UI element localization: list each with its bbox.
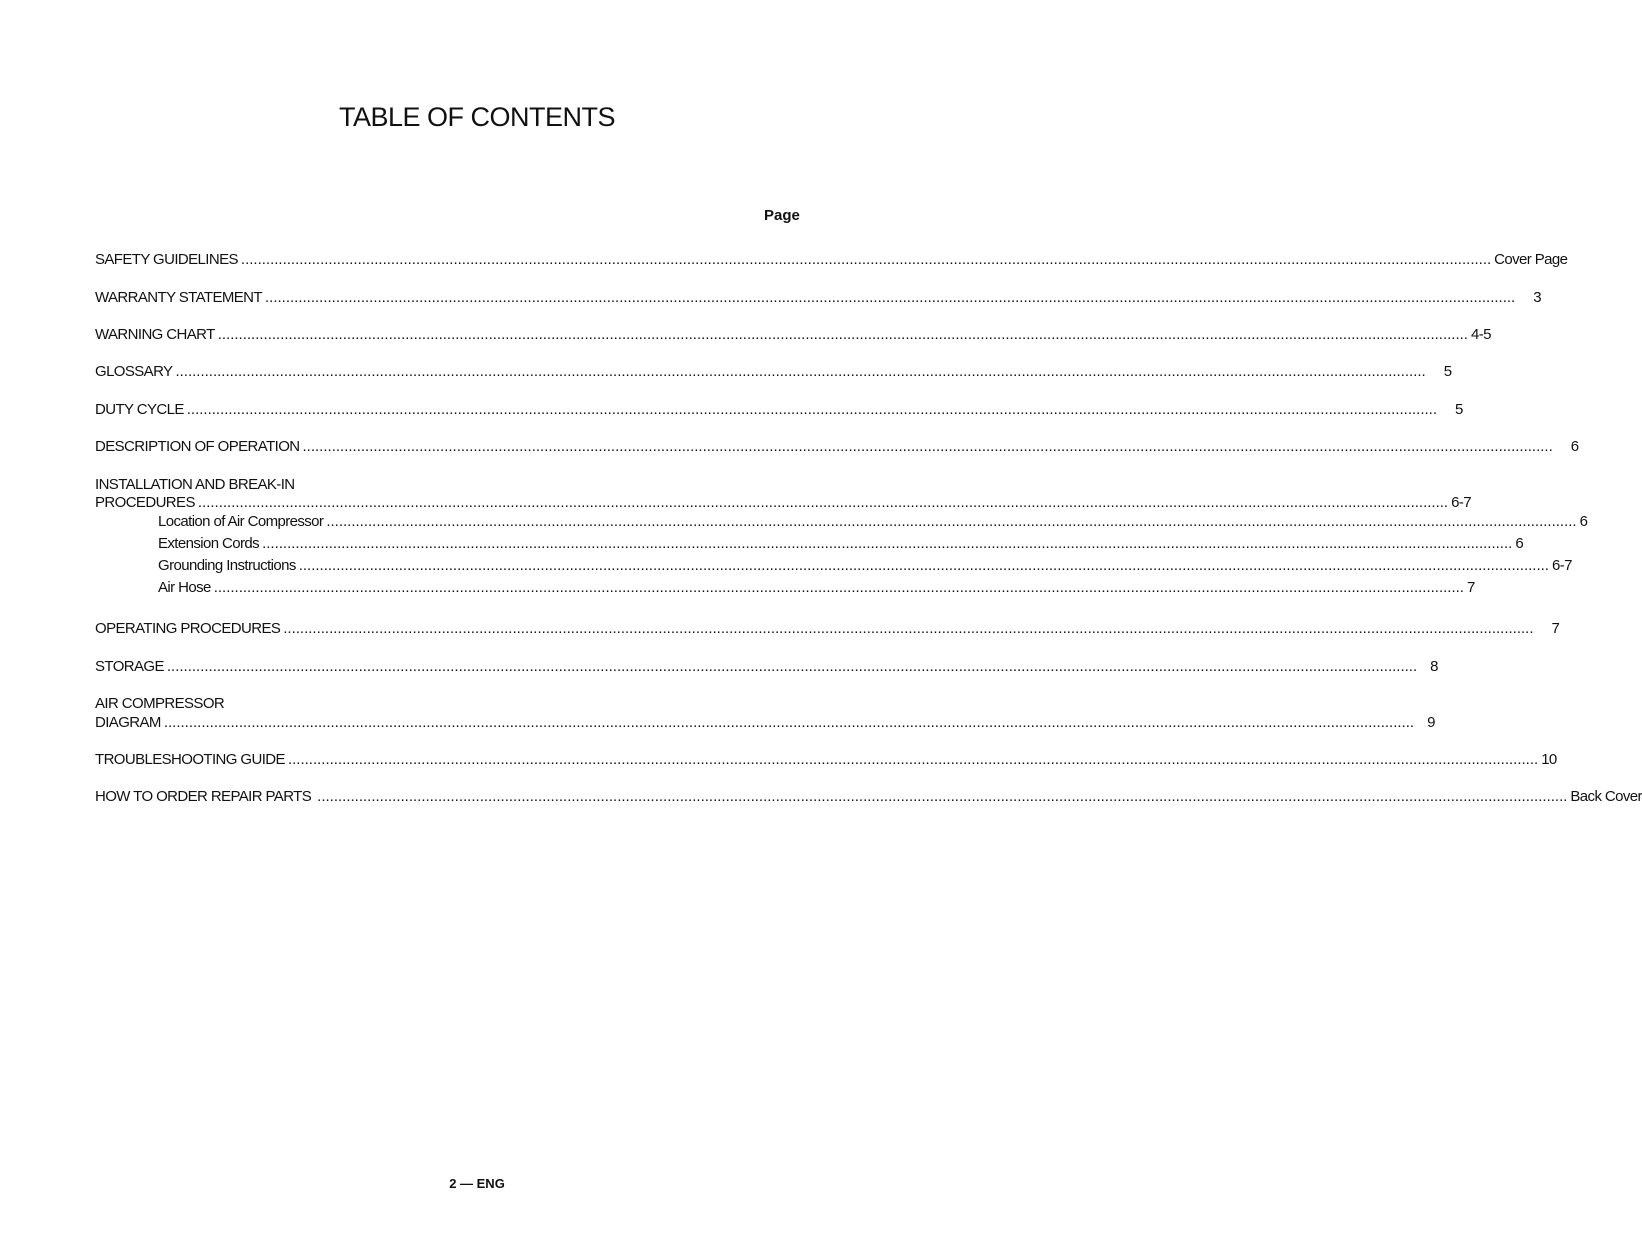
toc-entry-how-to-order-repair-parts[interactable] bbox=[95, 788, 1642, 808]
toc-entry-safety-guidelines[interactable] bbox=[95, 251, 1568, 271]
dot-leader: ............................................................................................................................................................................................................................................................................................................ bbox=[302, 438, 1553, 455]
dot-leader: ............................................................................................................................................................................................................................................................................................................ bbox=[163, 714, 1415, 731]
toc-entry-operating-procedures[interactable] bbox=[95, 620, 1560, 640]
dot-leader: ............................................................................................................................................................................................................................................................................................................ bbox=[264, 289, 1516, 306]
toc-entry-air-compressor-heading: AIR COMPRESSOR bbox=[95, 695, 225, 712]
toc-entry-page: 6 bbox=[1570, 438, 1579, 455]
page-footer: 2 — ENG bbox=[449, 1176, 505, 1191]
toc-entry-page: 6 bbox=[1515, 535, 1524, 552]
dot-leader: ............................................................................................................................................................................................................................................................................................................ bbox=[175, 363, 1426, 380]
toc-entry-air-hose[interactable] bbox=[158, 579, 1475, 599]
toc-entry-installation-heading: INSTALLATION AND BREAK-IN bbox=[95, 476, 295, 493]
toc-entry-grounding-instructions[interactable] bbox=[158, 557, 1572, 577]
toc-entry-location-of-air-compressor[interactable] bbox=[158, 513, 1588, 533]
toc-entry-warranty-statement[interactable] bbox=[95, 289, 1541, 309]
toc-entry-label: HOW TO ORDER REPAIR PARTS bbox=[95, 788, 312, 805]
toc-entry-page: Cover Page bbox=[1494, 251, 1568, 268]
toc-entry-troubleshooting-guide[interactable] bbox=[95, 751, 1557, 771]
toc-entry-glossary[interactable] bbox=[95, 363, 1452, 383]
toc-entry-label: Extension Cords bbox=[158, 535, 260, 552]
toc-entry-description-of-operation[interactable] bbox=[95, 438, 1579, 458]
toc-entry-label: STORAGE bbox=[95, 658, 164, 675]
toc-entry-label: Grounding Instructions bbox=[158, 557, 296, 574]
dot-leader: ............................................................................................................................................................................................................................................................................................................ bbox=[213, 579, 1464, 596]
dot-leader: ............................................................................................................................................................................................................................................................................................................ bbox=[287, 751, 1539, 768]
dot-leader: ............................................................................................................................................................................................................................................................................................................ bbox=[262, 535, 1513, 552]
page-column-header: Page bbox=[764, 207, 800, 224]
toc-entry-extension-cords[interactable] bbox=[158, 535, 1524, 555]
dot-leader: ............................................................................................................................................................................................................................................................................................................ bbox=[317, 788, 1568, 805]
toc-entry-label: DESCRIPTION OF OPERATION bbox=[95, 438, 300, 455]
toc-entry-label: PROCEDURES bbox=[95, 494, 195, 511]
toc-entry-page: 6-7 bbox=[1551, 557, 1572, 574]
dot-leader: ............................................................................................................................................................................................................................................................................................................ bbox=[283, 620, 1534, 637]
toc-entry-label: DUTY CYCLE bbox=[95, 401, 184, 418]
dot-leader: ............................................................................................................................................................................................................................................................................................................ bbox=[217, 326, 1468, 343]
toc-entry-label: SAFETY GUIDELINES bbox=[95, 251, 238, 268]
toc-entry-page: 6-7 bbox=[1451, 494, 1471, 511]
toc-entry-label: WARRANTY STATEMENT bbox=[95, 289, 262, 306]
toc-entry-warning-chart[interactable] bbox=[95, 326, 1491, 346]
toc-entry-page: 4-5 bbox=[1470, 326, 1491, 343]
toc-entry-page: 6 bbox=[1579, 513, 1588, 530]
dot-leader: ............................................................................................................................................................................................................................................................................................................ bbox=[197, 494, 1449, 511]
toc-entry-label: TROUBLESHOOTING GUIDE bbox=[95, 751, 285, 768]
toc-entry-storage[interactable] bbox=[95, 658, 1438, 678]
toc-entry-page: 5 bbox=[1443, 363, 1452, 380]
dot-leader: ............................................................................................................................................................................................................................................................................................................ bbox=[326, 513, 1577, 530]
toc-entry-page: 8 bbox=[1430, 658, 1438, 675]
page-title: TABLE OF CONTENTS bbox=[338, 102, 616, 133]
toc-entry-page: Back Cover bbox=[1570, 788, 1642, 805]
toc-entry-duty-cycle[interactable] bbox=[95, 401, 1463, 421]
toc-entry-page: 5 bbox=[1455, 401, 1463, 418]
dot-leader: ............................................................................................................................................................................................................................................................................................................ bbox=[186, 401, 1437, 418]
toc-entry-page: 3 bbox=[1533, 289, 1541, 306]
toc-entry-air-compressor-diagram[interactable] bbox=[95, 714, 1435, 734]
toc-entry-page: 7 bbox=[1551, 620, 1560, 637]
toc-entry-label: WARNING CHART bbox=[95, 326, 215, 343]
dot-leader: ............................................................................................................................................................................................................................................................................................................ bbox=[166, 658, 1418, 675]
toc-entry-page: 10 bbox=[1541, 751, 1557, 768]
toc-entry-label: Location of Air Compressor bbox=[158, 513, 324, 530]
toc-entry-label: Air Hose bbox=[158, 579, 211, 596]
toc-entry-page: 9 bbox=[1427, 714, 1435, 731]
toc-entry-label: OPERATING PROCEDURES bbox=[95, 620, 281, 637]
toc-entry-page: 7 bbox=[1466, 579, 1475, 596]
toc-entry-label: DIAGRAM bbox=[95, 714, 161, 731]
dot-leader: ............................................................................................................................................................................................................................................................................................................ bbox=[298, 557, 1549, 574]
dot-leader: ............................................................................................................................................................................................................................................................................................................ bbox=[240, 251, 1492, 268]
toc-entry-installation-procedures[interactable] bbox=[95, 494, 1471, 514]
toc-entry-label: GLOSSARY bbox=[95, 363, 173, 380]
